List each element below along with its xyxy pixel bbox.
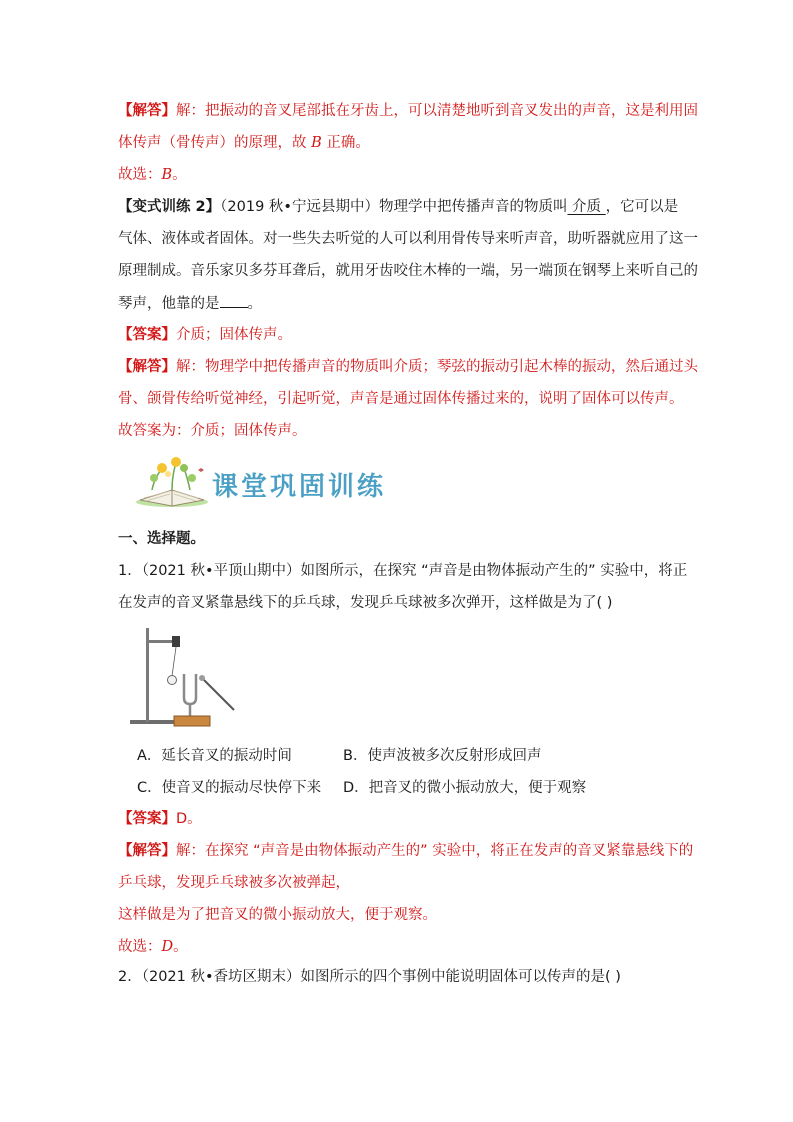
- choice-punct: 。: [173, 939, 188, 955]
- variant-line-2: 气体、液体或者固体。对一些失去听觉的人可以利用骨传导来听声音，助听器就应用了这一: [118, 231, 698, 247]
- choice-line: [118, 937, 188, 957]
- option-d: D．把音叉的微小振动放大，便于观察: [343, 780, 587, 796]
- variant-text: 琴声，他靠的是: [118, 296, 220, 312]
- question-1-line-2: 在发声的音叉紧靠悬线下的乒乓球，发现乒乓球被多次弹开，这样做是为了( ): [118, 595, 613, 611]
- variant-line-3: 原理制成。音乐家贝多芬耳聋后，就用牙齿咬住木棒的一端，另一端顶在钢琴上来听自己的: [118, 263, 698, 279]
- explain-line-1: [118, 357, 698, 377]
- explain-line-3: 这样做是为了把音叉的微小振动放大，便于观察。: [118, 907, 437, 923]
- solution-line-1: [118, 101, 698, 121]
- answer-text: D。: [176, 811, 202, 827]
- option-letter: B: [311, 135, 322, 151]
- option-a: A．延长音叉的振动时间: [137, 748, 292, 764]
- choice-line: [118, 165, 187, 185]
- option-b: B．使声波被多次反射形成回声: [343, 748, 542, 764]
- choice-value: B: [161, 167, 173, 183]
- question-2-line-1: 2．（2021 秋•香坊区期末）如图所示的四个事例中能说明固体可以传声的是( ): [118, 969, 621, 985]
- solution-text: 体传声（骨传声）的原理，故: [118, 135, 312, 151]
- solution-text: 解：把振动的音叉尾部抵在牙齿上，可以清楚地听到音叉发出的声音，这是利用固: [176, 103, 698, 119]
- variant-text: 。: [247, 296, 262, 312]
- variant-text: （2019 秋•宁远县期中）物理学中把传播声音的物质叫: [220, 199, 568, 215]
- explain-line-1: [118, 841, 693, 861]
- variant-line-4: [118, 293, 262, 314]
- explain-line-2: 乒乓球，发现乒乓球被多次被弹起，: [118, 875, 350, 891]
- question-1-line-1: 1．（2021 秋•平顶山期中）如图所示，在探究 “声音是由物体振动产生的” 实验中，将正: [118, 563, 688, 579]
- variant-tag: 【变式训练 2】: [118, 199, 221, 215]
- fill-in-answer: 介质: [567, 199, 606, 215]
- fill-in-blank: [220, 293, 248, 308]
- solution-text: 解：在探究 “声音是由物体振动产生的” 实验中，将正在发声的音叉紧靠悬线下的: [176, 843, 694, 859]
- solution-tag: 【解答】: [118, 359, 176, 375]
- choice-value: D: [161, 939, 174, 955]
- variant-line-1: [118, 197, 678, 217]
- solution-text: 解：物理学中把传播声音的物质叫介质；琴弦的振动引起木棒的振动，然后通过头: [176, 359, 698, 375]
- choice-punct: 。: [172, 167, 187, 183]
- tuning-fork-experiment-figure: [128, 624, 240, 730]
- final-answer-line: 故答案为：介质；固体传声。: [118, 423, 307, 439]
- solution-line-2: [118, 133, 370, 153]
- variant-text: ，它可以是: [605, 199, 679, 215]
- solution-tag: 【解答】: [118, 103, 176, 119]
- explain-line-2: 骨、颌骨传给听觉神经，引起听觉，声音是通过固体传播过来的，说明了固体可以传声。: [118, 391, 684, 407]
- answer-tag: 【答案】: [118, 327, 176, 343]
- choice-label: 故选：: [118, 167, 162, 183]
- answer-line: [118, 809, 202, 829]
- solution-tag: 【解答】: [118, 843, 176, 859]
- answer-tag: 【答案】: [118, 811, 176, 827]
- section-title: 一、选择题。: [118, 531, 205, 547]
- section-banner-title: 课堂巩固训练: [212, 472, 387, 502]
- answer-text: 介质；固体传声。: [176, 327, 292, 343]
- answer-line: [118, 325, 292, 345]
- solution-text: 正确。: [321, 135, 370, 151]
- choice-label: 故选：: [118, 939, 162, 955]
- option-c: C．使音叉的振动尽快停下来: [137, 780, 322, 796]
